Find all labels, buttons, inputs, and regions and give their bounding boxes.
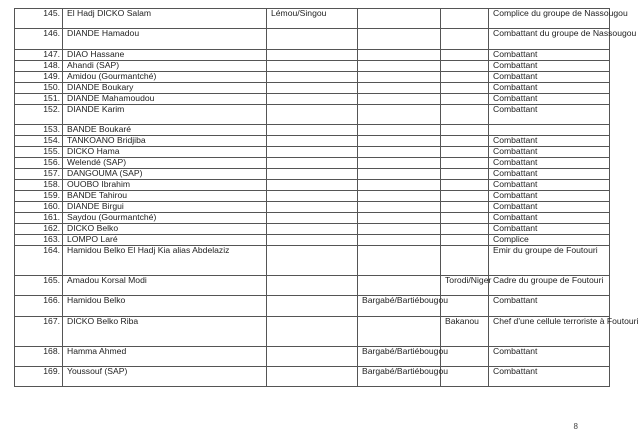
location-cell xyxy=(267,49,358,60)
location-cell xyxy=(358,246,441,276)
location-cell xyxy=(358,235,441,246)
row-number: 145. xyxy=(15,9,63,29)
location-cell xyxy=(267,366,358,386)
table-row xyxy=(15,224,610,235)
roster-table xyxy=(14,8,638,387)
location-cell xyxy=(267,71,358,82)
role-cell: Combattant xyxy=(489,169,610,180)
location-cell xyxy=(441,125,489,136)
person-name: DANGOUMA (SAP) xyxy=(63,169,267,180)
location-cell xyxy=(358,136,441,147)
person-name: DICKO Hama xyxy=(63,147,267,158)
role-cell: Combattant xyxy=(489,158,610,169)
location-cell xyxy=(441,180,489,191)
location-cell xyxy=(358,224,441,235)
row-number: 147. xyxy=(15,49,63,60)
location-cell xyxy=(267,235,358,246)
row-number: 157. xyxy=(15,169,63,180)
row-number: 158. xyxy=(15,180,63,191)
person-name: DIAO Hassane xyxy=(63,49,267,60)
row-number: 169. xyxy=(15,366,63,386)
location-cell xyxy=(267,136,358,147)
location-cell xyxy=(358,169,441,180)
person-name: BANDE Tahirou xyxy=(63,191,267,202)
location-cell xyxy=(358,9,441,29)
location-cell xyxy=(358,316,441,346)
person-name: DIANDE Birgui xyxy=(63,202,267,213)
location-cell xyxy=(441,158,489,169)
location-cell xyxy=(358,29,441,49)
table-row xyxy=(15,93,610,104)
person-name: Amidou (Gourmantché) xyxy=(63,71,267,82)
table-row xyxy=(15,169,610,180)
row-number: 156. xyxy=(15,158,63,169)
table-row xyxy=(15,158,610,169)
row-number: 153. xyxy=(15,125,63,136)
location-cell xyxy=(267,296,358,316)
location-cell xyxy=(358,147,441,158)
row-number: 163. xyxy=(15,235,63,246)
row-number: 151. xyxy=(15,93,63,104)
location-cell xyxy=(267,180,358,191)
row-number: 167. xyxy=(15,316,63,346)
row-number: 150. xyxy=(15,82,63,93)
location-cell xyxy=(441,104,489,124)
location-cell xyxy=(267,224,358,235)
role-cell: Combattant xyxy=(489,224,610,235)
roster-body xyxy=(15,8,638,387)
row-number: 168. xyxy=(15,346,63,366)
person-name: Welendé (SAP) xyxy=(63,158,267,169)
role-cell: Complice xyxy=(489,235,610,246)
table-row xyxy=(15,180,610,191)
role-cell: Combattant xyxy=(489,180,610,191)
row-number: 155. xyxy=(15,147,63,158)
location-cell xyxy=(441,202,489,213)
person-name: TANKOANO Bridjiba xyxy=(63,136,267,147)
location-cell xyxy=(441,246,489,276)
table-row xyxy=(15,60,610,71)
location-cell xyxy=(358,49,441,60)
row-number: 161. xyxy=(15,213,63,224)
role-cell: Combattant xyxy=(489,60,610,71)
location-cell xyxy=(358,93,441,104)
location-cell xyxy=(267,213,358,224)
location-cell xyxy=(358,104,441,124)
role-cell xyxy=(489,125,610,136)
location-cell xyxy=(267,29,358,49)
location-cell xyxy=(441,147,489,158)
role-cell: Combattant xyxy=(489,346,610,366)
role-cell: Combattant xyxy=(489,202,610,213)
location-cell xyxy=(267,191,358,202)
person-name: El Hadj DICKO Salam xyxy=(63,9,267,29)
location-cell xyxy=(358,213,441,224)
role-cell: Combattant xyxy=(489,71,610,82)
location-cell xyxy=(441,49,489,60)
table-row xyxy=(15,71,610,82)
location-cell xyxy=(441,71,489,82)
location-cell xyxy=(358,191,441,202)
location-cell: Bakanou xyxy=(441,316,489,346)
row-number: 162. xyxy=(15,224,63,235)
row-number: 152. xyxy=(15,104,63,124)
person-name: DIANDE Hamadou xyxy=(63,29,267,49)
location-cell xyxy=(267,275,358,295)
row-number: 149. xyxy=(15,71,63,82)
location-cell xyxy=(267,158,358,169)
location-cell xyxy=(358,82,441,93)
location-cell xyxy=(441,191,489,202)
role-cell: Combattant xyxy=(489,93,610,104)
table-row xyxy=(15,235,610,246)
role-cell: Combattant xyxy=(489,191,610,202)
table-row xyxy=(15,82,610,93)
row-number: 146. xyxy=(15,29,63,49)
role-cell: Combattant du groupe de Nassougou xyxy=(489,29,610,49)
table-row xyxy=(15,147,610,158)
person-name: DIANDE Mahamoudou xyxy=(63,93,267,104)
location-cell: Lémou/Singou xyxy=(267,9,358,29)
row-number: 148. xyxy=(15,60,63,71)
role-cell: Combattant xyxy=(489,296,610,316)
person-name: Hamidou Belko xyxy=(63,296,267,316)
role-cell: Combattant xyxy=(489,213,610,224)
location-cell xyxy=(441,213,489,224)
location-cell xyxy=(441,82,489,93)
location-cell xyxy=(441,136,489,147)
location-cell xyxy=(358,180,441,191)
table-row xyxy=(15,366,610,386)
table-row xyxy=(15,202,610,213)
role-cell: Chef d'une cellule terroriste à Foutouri xyxy=(489,316,610,346)
role-cell: Combattant xyxy=(489,147,610,158)
person-name: BANDE Boukaré xyxy=(63,125,267,136)
role-cell: Combattant xyxy=(489,82,610,93)
row-number: 159. xyxy=(15,191,63,202)
location-cell xyxy=(267,202,358,213)
location-cell: Torodi/Niger xyxy=(441,275,489,295)
location-cell xyxy=(358,125,441,136)
person-name: DICKO Belko Riba xyxy=(63,316,267,346)
role-cell: Complice du groupe de Nassougou xyxy=(489,9,610,29)
location-cell xyxy=(441,224,489,235)
role-cell: Combattant xyxy=(489,49,610,60)
person-name: DIANDE Boukary xyxy=(63,82,267,93)
role-cell: Emir du groupe de Foutouri xyxy=(489,246,610,276)
person-name: LOMPO Laré xyxy=(63,235,267,246)
person-name: Youssouf (SAP) xyxy=(63,366,267,386)
location-cell: Bargabé/Bartiébougou xyxy=(358,346,441,366)
table-row xyxy=(15,49,610,60)
role-cell: Combattant xyxy=(489,136,610,147)
location-cell xyxy=(267,169,358,180)
location-cell xyxy=(358,60,441,71)
table-row xyxy=(15,246,610,276)
location-cell xyxy=(358,71,441,82)
row-number: 160. xyxy=(15,202,63,213)
page-number: 8 xyxy=(573,422,578,431)
location-cell xyxy=(267,147,358,158)
person-name: Amadou Korsal Modi xyxy=(63,275,267,295)
table-row xyxy=(15,9,610,29)
person-name: DIANDE Karim xyxy=(63,104,267,124)
table-row xyxy=(15,213,610,224)
location-cell xyxy=(267,60,358,71)
location-cell: Bargabé/Bartiébougou xyxy=(358,296,441,316)
person-name: Saydou (Gourmantché) xyxy=(63,213,267,224)
role-cell: Cadre du groupe de Foutouri xyxy=(489,275,610,295)
person-name: Ahandi (SAP) xyxy=(63,60,267,71)
location-cell xyxy=(358,202,441,213)
location-cell xyxy=(267,346,358,366)
person-name: DICKO Belko xyxy=(63,224,267,235)
location-cell xyxy=(441,9,489,29)
table-row xyxy=(15,136,610,147)
table-row xyxy=(15,346,610,366)
table-row xyxy=(15,275,610,295)
table-row xyxy=(15,125,610,136)
location-cell xyxy=(441,169,489,180)
location-cell xyxy=(267,316,358,346)
location-cell xyxy=(267,82,358,93)
role-cell: Combattant xyxy=(489,104,610,124)
location-cell xyxy=(358,158,441,169)
location-cell: Bargabé/Bartiébougou xyxy=(358,366,441,386)
table-row xyxy=(15,316,610,346)
location-cell xyxy=(441,93,489,104)
table-row xyxy=(15,191,610,202)
table-row xyxy=(15,296,610,316)
row-number: 166. xyxy=(15,296,63,316)
role-cell: Combattant xyxy=(489,366,610,386)
row-number: 165. xyxy=(15,275,63,295)
row-number: 164. xyxy=(15,246,63,276)
row-number: 154. xyxy=(15,136,63,147)
location-cell xyxy=(441,235,489,246)
table-row xyxy=(15,29,610,49)
person-name: Hamidou Belko El Hadj Kia alias Abdelaziz xyxy=(63,246,267,276)
location-cell xyxy=(267,104,358,124)
location-cell xyxy=(267,125,358,136)
location-cell xyxy=(441,29,489,49)
person-name: OUOBO Ibrahim xyxy=(63,180,267,191)
location-cell xyxy=(441,60,489,71)
location-cell xyxy=(267,93,358,104)
table-row xyxy=(15,104,610,124)
person-name: Hamma Ahmed xyxy=(63,346,267,366)
location-cell xyxy=(358,275,441,295)
location-cell xyxy=(267,246,358,276)
